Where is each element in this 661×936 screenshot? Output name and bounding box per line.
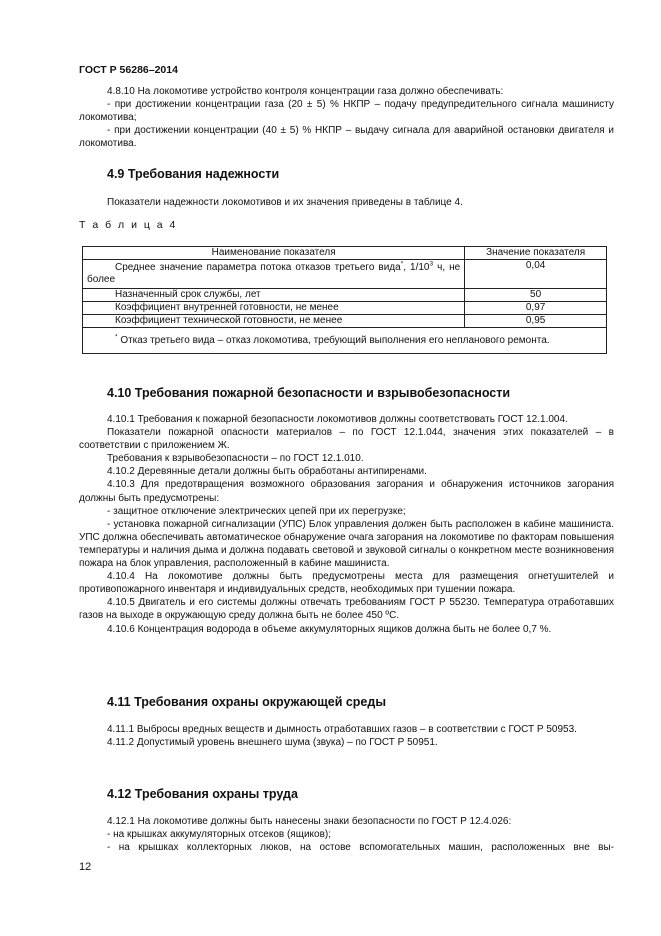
- paragraph: Показатели пожарной опасности материалов – по ГОСТ 12.1.044, значения этих показателей – в соответствии с приложением Ж.: [79, 427, 614, 452]
- page-number: 12: [79, 861, 92, 873]
- table-cell: 0,04: [465, 260, 607, 289]
- table-header-cell: Значение показателя: [465, 247, 607, 260]
- footnote-mark: *: [400, 260, 404, 268]
- paragraph: Показатели надежности локомотивов и их значения приведены в таблице 4.: [107, 197, 463, 208]
- paragraph: 4.8.10 На локомотиве устройство контроля концентрации газа должно обеспечивать:: [107, 86, 504, 97]
- exponent: 3: [429, 260, 434, 268]
- paragraph: 4.12.1 На локомотиве должны быть нанесены знаки безопасности по ГОСТ Р 12.4.026:: [107, 816, 512, 827]
- paragraph: - при достижении концентрации (40 ± 5) % НКПР – выдачу сигнала для аварийной остановки двигателя и локомотива.: [79, 125, 614, 150]
- table-caption: Т а б л и ц а 4: [79, 219, 178, 231]
- table-cell: 50: [465, 289, 607, 302]
- paragraph: 4.10.1 Требования к пожарной безопасности локомотивов должны соответствовать ГОСТ 12.1.004.: [107, 414, 568, 425]
- table-cell: Коэффициент внутренней готовности, не менее: [83, 302, 465, 315]
- section-4-8-10: [79, 85, 614, 150]
- paragraph: - защитное отключение электрических цепей при их перегрузке;: [107, 505, 406, 517]
- section-heading-4-9: 4.9 Требования надежности: [107, 167, 280, 181]
- section-4-11: [79, 723, 614, 749]
- footnote-text: Отказ третьего вида – отказ локомотива, требующий выполнения его непланового ремонта.: [120, 335, 550, 346]
- section-heading-4-11: 4.11 Требования охраны окружающей среды: [107, 695, 386, 709]
- paragraph: 4.11.2 Допустимый уровень внешнего шума (звука) – по ГОСТ Р 50951.: [107, 737, 438, 749]
- footnote-mark: *: [115, 333, 118, 341]
- table-row: [83, 289, 607, 302]
- section-heading-4-12: 4.12 Требования охраны труда: [107, 787, 298, 801]
- table-footnote: [83, 328, 607, 354]
- reliability-table: [82, 246, 607, 354]
- table-cell: Коэффициент технической готовности, не менее: [83, 315, 465, 328]
- paragraph: - на крышках аккумуляторных отсеков (ящиков);: [107, 829, 331, 841]
- cell-text: , 1/10: [403, 262, 430, 273]
- table-row: [83, 260, 607, 289]
- paragraph: Требования к взрывобезопасности – по ГОСТ 12.1.010.: [107, 453, 364, 465]
- table-footnote-row: [83, 328, 607, 354]
- paragraph: 4.10.4 На локомотиве должны быть предусмотрены места для размещения огнетушителей и противопожарного инвентаря и индивидуальных средств, необходимых при тушении пожара.: [79, 571, 614, 596]
- table-cell: Назначенный срок службы, лет: [83, 289, 465, 302]
- document-header: ГОСТ Р 56286–2014: [79, 64, 178, 76]
- paragraph: 4.10.3 Для предотвращения возможного образования загорания и обнаружения источников загорания должны быть предусмотрены:: [79, 479, 614, 504]
- paragraph: 4.10.6 Концентрация водорода в объеме аккумуляторных ящиков должна быть не более 0,7 %.: [107, 623, 552, 635]
- section-4-12: [79, 815, 614, 854]
- table-cell: 0,97: [465, 302, 607, 315]
- paragraph: - установка пожарной сигнализации (УПС) Блок управления должен быть расположен в кабине машиниста. УПС должна обеспечивать автоматическое обнаружение очага загорания на локомотиве по факторам повышения температуры и наличия дыма и должна подавать световой и звуковой сигналы о конкретном месте возникновения пожара на блок управления, расположенный в кабине машиниста.: [79, 518, 614, 570]
- paragraph: - на крышках коллекторных люков, на остове вспомогательных машин, расположенных вне вы-: [107, 842, 614, 854]
- table-header-row: [83, 247, 607, 260]
- table-row: [83, 315, 607, 328]
- cell-text: Среднее значение параметра потока отказов третьего вида: [115, 262, 401, 273]
- section-heading-4-10: 4.10 Требования пожарной безопасности и взрывобезопасности: [107, 386, 511, 400]
- cell-text: ч, не более: [87, 262, 461, 285]
- paragraph: - при достижении концентрации газа (20 ± 5) % НКПР – подачу предупредительного сигнала машинисту локомотива;: [79, 99, 614, 124]
- paragraph: 4.11.1 Выбросы вредных веществ и дымность отработавших газов – в соответствии с ГОСТ Р 50953.: [107, 724, 577, 735]
- table-header-cell: Наименование показателя: [83, 247, 465, 260]
- table-cell: [83, 260, 465, 289]
- paragraph: 4.10.5 Двигатель и его системы должны отвечать требованиям ГОСТ Р 55230. Температура отработавших газов на выходе в окружающую среду должна быть не более 450 ºС.: [79, 597, 614, 622]
- table-row: [83, 302, 607, 315]
- paragraph: 4.10.2 Деревянные детали должны быть обработаны антипиренами.: [107, 466, 427, 478]
- section-4-10: [79, 413, 614, 636]
- table-cell: 0,95: [465, 315, 607, 328]
